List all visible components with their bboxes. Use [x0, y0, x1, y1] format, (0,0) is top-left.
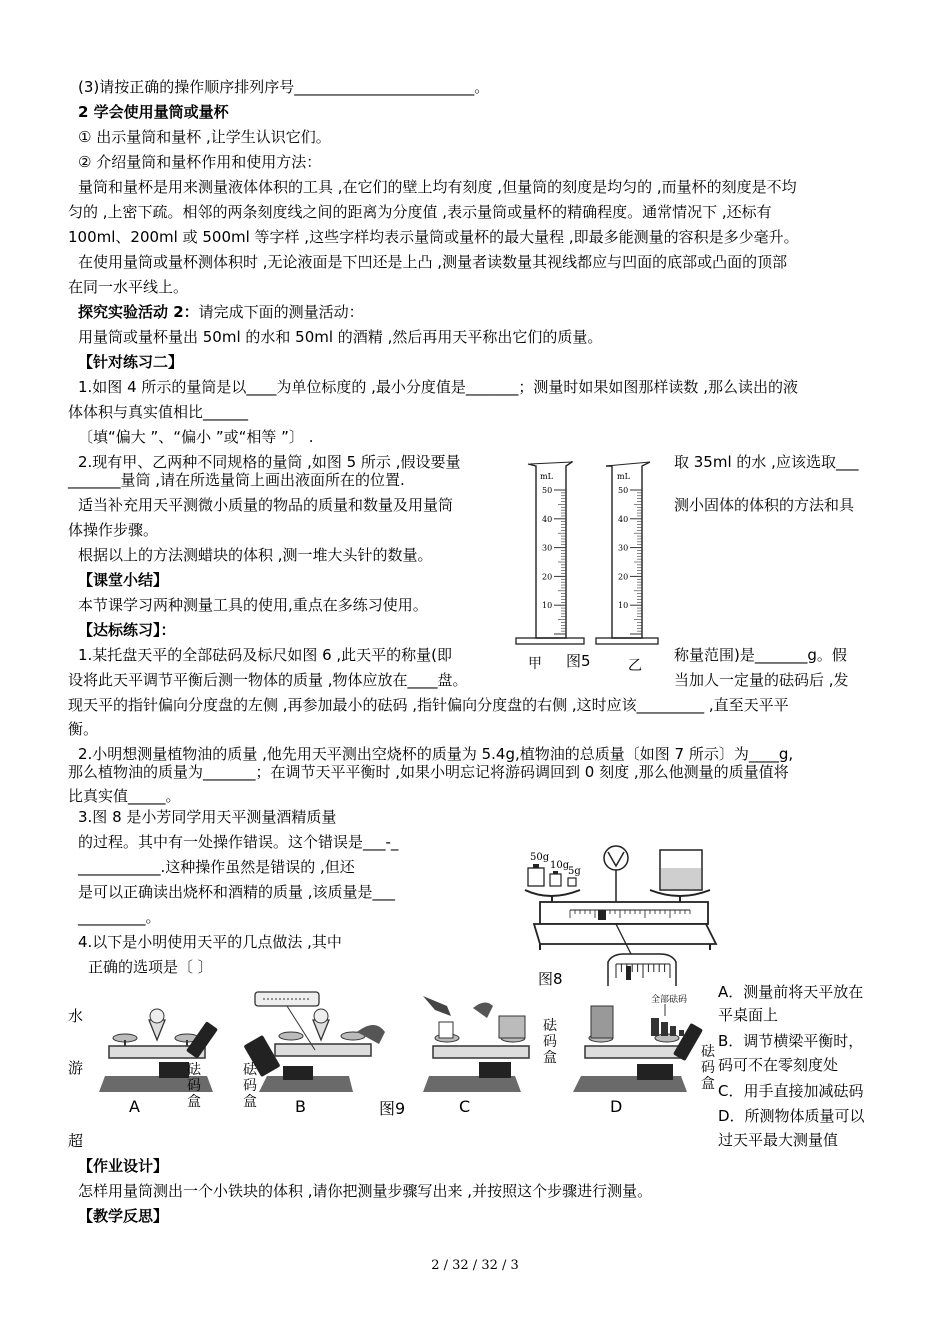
option-a-cont: 平桌面上	[718, 1006, 779, 1024]
all-weights-label: 全部砝码	[651, 995, 688, 1005]
activity-label: 探究实验活动 2：	[78, 303, 199, 321]
wrap-fragment: 水	[68, 1007, 84, 1025]
text-line: 当加人一定量的砝码后 ,发	[674, 671, 849, 689]
section-heading: 【课堂小结】	[78, 571, 169, 589]
tick-label: 40	[618, 514, 629, 524]
section-heading: 2 学会使用量筒或量杯	[78, 103, 229, 121]
text-line: 的过程。其中有一处操作错误。这个错误是___-_	[78, 833, 399, 851]
text-line: _________。	[78, 908, 161, 926]
text-line: 2.现有甲、乙两种不同规格的量筒 ,如图 5 所示 ,假设要量	[78, 453, 461, 471]
text-line: 本节课学习两种测量工具的使用,重点在多练习使用。	[78, 596, 428, 614]
text-line: 2.小明想测量植物油的质量 ,他先用天平测出空烧杯的质量为 5.4g,植物油的总质量〔如图 7 所示〕为____g,	[78, 745, 794, 763]
wrap-fragment: 游	[68, 1059, 84, 1077]
scene-b	[243, 992, 385, 1116]
figure-5-caption: 图5	[566, 652, 591, 670]
scene-label: D	[610, 1097, 623, 1116]
cylinder-jia	[516, 461, 584, 644]
text-line: 衡。	[68, 720, 99, 738]
text-line: ② 介绍量筒和量杯作用和使用方法：	[78, 153, 322, 171]
weight-50g	[528, 868, 544, 886]
weight-5g	[568, 878, 576, 886]
tick-label: 50	[542, 486, 553, 495]
tick-label: 10	[542, 601, 553, 611]
cylinder-yi	[596, 462, 658, 644]
weight-box-label: 砝码盒	[701, 1044, 715, 1092]
scale-jia	[554, 490, 566, 634]
option-d: D．所测物体质量可以	[718, 1107, 865, 1125]
text-line: 在同一水平线上。	[68, 278, 189, 296]
text-line: ① 出示量筒和量杯 ,让学生认识它们。	[78, 128, 331, 146]
tick-label: 30	[542, 543, 553, 553]
text-line: 量筒和量杯是用来测量液体体积的工具 ,在它们的壁上均有刻度 ,但量筒的刻度是均匀的 ,而量杯的刻度是不均	[78, 178, 797, 196]
label-jia: 甲	[528, 656, 542, 672]
section-heading: 【达标练习】：	[78, 621, 176, 639]
figure-9-caption: 图9	[379, 1099, 406, 1118]
text-line: 根据以上的方法测蜡块的体积 ,测一堆大头针的数量。	[78, 546, 433, 564]
text-line: 正确的选项是〔 〕	[88, 958, 213, 976]
figure-8-caption: 图8	[538, 970, 563, 986]
option-a: A．测量前将天平放在	[718, 983, 864, 1001]
text-line: 那么植物油的质量为_______；在调节天平平衡时 ,如果小明忘记将游码调回到 0 刻度 ,那么他测量的质量值将	[68, 763, 789, 781]
tick-label: 20	[542, 572, 553, 582]
wrap-fragment: 超	[68, 1132, 84, 1150]
section-heading: 【作业设计】	[78, 1157, 169, 1175]
text-line: 匀的 ,上密下疏。相邻的两条刻度线之间的距离为分度值 ,表示量筒或量杯的精确程度。通常情况下 ,还标有	[68, 203, 772, 221]
scale-yi	[630, 490, 642, 634]
weight-label: 5g	[568, 866, 581, 877]
option-b-cont: 码可不在零刻度处	[718, 1056, 839, 1074]
tick-label: 10	[618, 601, 629, 611]
weight-label: 50g	[530, 852, 550, 863]
tick-label: 50	[618, 486, 629, 495]
option-b: B．调节横梁平衡时，	[718, 1032, 864, 1050]
text-line: 体操作步骤。	[68, 521, 159, 539]
tick-label: 30	[618, 543, 629, 553]
text-line: 是可以正确读出烧杯和酒精的质量 ,该质量是___	[78, 883, 396, 901]
text-line: 4.以下是小明使用天平的几点做法 ,其中	[78, 933, 342, 951]
weight-box-label: 砝码盒	[187, 1062, 201, 1110]
text-line: 测小固体的体积的方法和具	[674, 496, 855, 514]
figure-8-balance	[520, 838, 722, 986]
text-line: 怎样用量筒测出一个小铁块的体积 ,请你把测量步骤写出来 ,并按照这个步骤进行测量。	[78, 1182, 653, 1200]
activity-text: 请完成下面的测量活动：	[198, 303, 364, 321]
section-heading: 【教学反思】	[78, 1207, 169, 1225]
label-yi: 乙	[628, 658, 642, 674]
weight-label: 10g	[550, 860, 570, 871]
tick-label: 20	[618, 572, 629, 582]
text-line: 设将此天平调节平衡后测一物体的质量 ,物体应放在____盘。	[68, 671, 468, 689]
scene-label: A	[129, 1097, 140, 1116]
text-line: 100ml、200ml 或 500ml 等字样 ,这些字样均表示量筒或量杯的最大量程 ,即最多能测量的容积是多少毫升。	[68, 228, 799, 246]
text-line: 〔填“偏大 ”、“偏小 ”或“相等 ”〕 .	[78, 428, 314, 446]
text-line: (3)请按正确的操作顺序排列序号________________________。	[78, 78, 490, 96]
option-d-cont: 过天平最大测量值	[718, 1131, 839, 1149]
text-line: 1.如图 4 所示的量筒是以____为单位标度的 ,最小分度值是_______；测量时如果如图那样读数 ,那么读出的液	[78, 378, 798, 396]
text-line: 适当补充用天平测微小质量的物品的质量和数量及用量筒	[78, 496, 454, 514]
unit-label-yi: mL	[617, 472, 630, 481]
option-c: C．用手直接加减砝码	[718, 1082, 864, 1100]
figure-9-balances	[95, 988, 715, 1130]
text-line: 在使用量筒或量杯测体积时 ,无论液面是下凹还是上凸 ,测量者读数量其视线都应与凹面的底部或凸面的顶部	[78, 253, 788, 271]
scene-c	[423, 996, 529, 1116]
section-heading: 【针对练习二】	[78, 353, 184, 371]
scene-d	[573, 993, 703, 1116]
text-line: 比真实值_____。	[68, 787, 181, 805]
text-line: 现天平的指针偏向分度盘的左侧 ,再参加最小的砝码 ,指针偏向分度盘的右侧 ,这时应该_________ ,直至天平平	[68, 696, 789, 714]
unit-label-jia: mL	[540, 472, 553, 481]
scene-label: B	[295, 1097, 306, 1116]
scale-callout	[608, 954, 676, 986]
scene-label: C	[459, 1097, 471, 1116]
text-line: 用量筒或量杯量出 50ml 的水和 50ml 的酒精 ,然后再用天平称出它们的质量。	[78, 328, 603, 346]
tick-label: 40	[542, 514, 553, 524]
text-line: 取 35ml 的水 ,应该选取___	[674, 453, 859, 471]
text-line: 体体积与真实值相比______	[68, 403, 249, 421]
text-line: 称量范围)是_______g。假	[674, 646, 847, 664]
text-line: 3.图 8 是小芳同学用天平测量酒精质量	[78, 808, 337, 826]
text-line: 1.某托盘天平的全部砝码及标尺如图 6 ,此天平的称量(即	[78, 646, 453, 664]
balance-beam	[540, 902, 708, 924]
weight-box-label: 砝码盒	[543, 1018, 557, 1066]
text-line: _______量筒 ,请在所选量筒上画出液面所在的位置.	[68, 471, 405, 489]
weight-10g	[550, 874, 561, 886]
weight-box-label: 砝码盒	[243, 1062, 257, 1110]
activity-line	[78, 301, 364, 323]
text-line: ___________.这种操作虽然是错误的 ,但还	[78, 858, 355, 876]
page-footer: 2 / 32 / 32 / 3	[431, 1258, 519, 1273]
figure-5-cylinders	[500, 452, 675, 674]
